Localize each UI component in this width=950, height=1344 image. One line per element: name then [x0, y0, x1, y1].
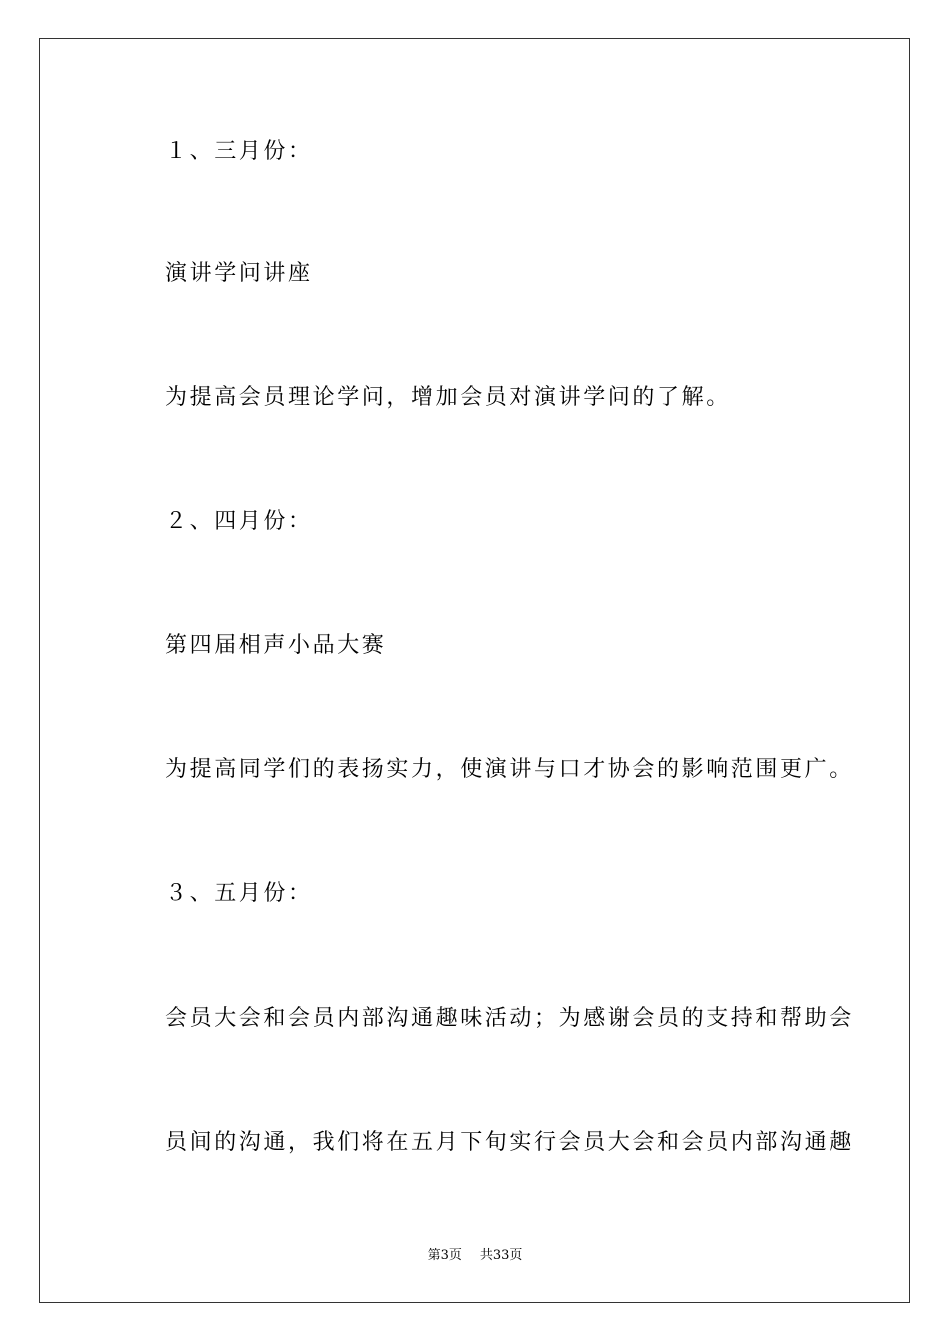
paragraph-line: 为提高会员理论学问，增加会员对演讲学问的了解。: [165, 385, 731, 410]
event-title-lecture: 演讲学问讲座: [165, 261, 313, 286]
page-current: 第3页: [427, 1248, 462, 1263]
paragraph-line: 会员大会和会员内部沟通趣味活动；为感谢会员的支持和帮助会: [165, 1006, 854, 1031]
paragraph-line: 员间的沟通，我们将在五月下旬实行会员大会和会员内部沟通趣: [165, 1130, 854, 1155]
event-title-contest: 第四届相声小品大赛: [165, 633, 387, 658]
page-border: [39, 38, 910, 1303]
section-heading-march: １、三月份：: [165, 139, 313, 164]
section-heading-may: ３、五月份：: [165, 881, 313, 906]
section-heading-april: ２、四月份：: [165, 509, 313, 534]
paragraph-line: 为提高同学们的表扬实力，使演讲与口才协会的影响范围更广。: [165, 757, 854, 782]
page-total: 共33页: [479, 1248, 523, 1263]
page-footer: [0, 1247, 950, 1265]
